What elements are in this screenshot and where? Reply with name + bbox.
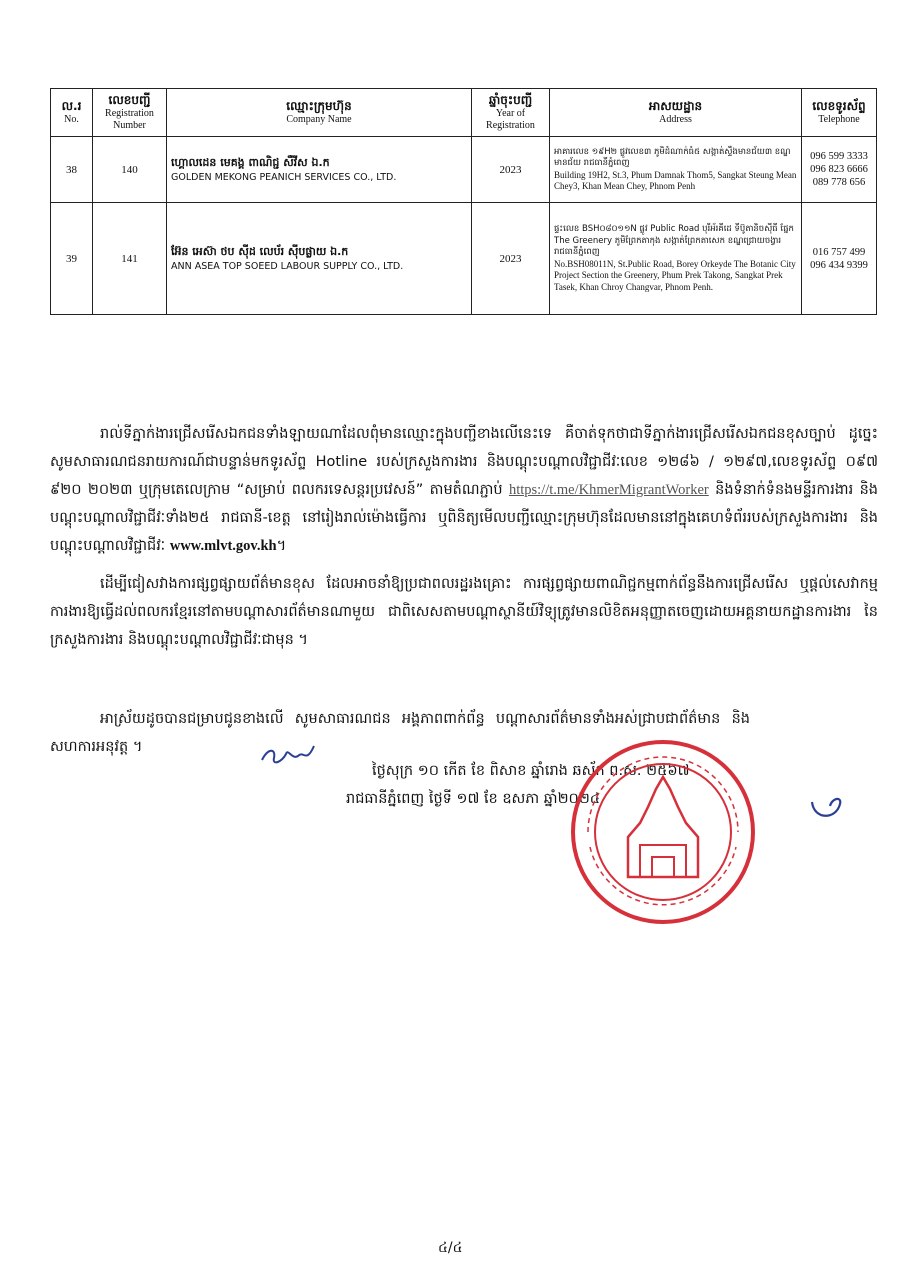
- solar-date: រាជធានីភ្នំពេញ ថ្ងៃទី ១៧ ខែ ឧសភា ឆ្នាំ២០២៤: [346, 791, 601, 807]
- table-header-row: [51, 89, 877, 137]
- notice-paragraph-1: រាល់ទីភ្នាក់ងារជ្រើសរើសឯកជនទាំងឡាយណាដែលពុំមានឈ្មោះក្នុងបញ្ជីខាងលើនេះទេ គឺចាត់ទុកថាជាទីភ្នាក់ងារជ្រើសរើសឯកជនខុសច្បាប់ ដូច្នេះសូមសាធារណជនរាយការណ៍ជាបន្ទាន់មកទូរស័ព្ទ Hotline របស់ក្រសួងការងារ និងបណ្តុះបណ្តាលវិជ្ជាជីវៈលេខ ១២៨៦ / ១២៩៧,លេខទូរស័ព្ទ ០៩៧ ៩២០ ២០២៣ ឬក្រុមតេលេក្រាម “សម្រាប់ ពលករទេសន្តរប្រវេសន៍” តាមតំណភ្ជាប់ https://t.me/KhmerMigrantWorker និងទំនាក់ទំនងមន្ទីរការងារ និងបណ្តុះបណ្តាលវិជ្ជាជីវៈទាំង២៥ រាជធានី-ខេត្ត នៅរៀងរាល់ម៉ោងធ្វើការ ឬពិនិត្យមើលបញ្ជីឈ្មោះក្រុមហ៊ុនដែលមាននៅក្នុងគេហទំព័ររបស់ក្រសួងការងារ និងបណ្តុះបណ្តាលវិជ្ជាជីវៈ www.mlvt.gov.kh។: [50, 426, 878, 554]
- row-address: អាគារលេខ ១៩H២ ផ្លូវលេខ៣ ភូមិដំណាក់ធំ៥ សង្កាត់ស្ទឹងមានជ័យ៣ ខណ្ឌមានជ័យ រាជធានីភ្នំពេញ Building 19H2, St.3, Phum Damnak Thom5, Sangkat Steung Mean Chey3, Khan Mean Chey, Phnom Penh: [550, 137, 802, 203]
- row-year: 2023: [472, 203, 550, 315]
- row-reg: 140: [93, 137, 167, 203]
- header-telephone: លេខទូរស័ព្ទ Telephone: [802, 89, 877, 137]
- header-company-name: ឈ្មោះក្រុមហ៊ុន Company Name: [167, 89, 472, 137]
- header-registration-number: លេខបញ្ជី Registration Number: [93, 89, 167, 137]
- row-phones: 096 599 3333 096 823 6666 089 778 656: [802, 137, 877, 203]
- registration-table: [50, 88, 877, 315]
- notice-paragraph-2: ដើម្បីជៀសវាងការផ្សព្វផ្សាយព័ត៌មានខុស ដែលអាចនាំឱ្យប្រជាពលរដ្ឋរងគ្រោះ ការផ្សព្វផ្សាយពាណិជ្ជកម្មពាក់ព័ន្ធនឹងការជ្រើសរើស ឬផ្តល់សេវាកម្មការងារឱ្យធ្វើដល់ពលករខ្មែរនៅតាមបណ្តាសារព័ត៌មានណាមួយ ជាពិសេសតាមបណ្តាស្ថានីយ៍វិទ្យុត្រូវមានលិខិតអនុញ្ញាតចេញដោយអគ្គនាយកដ្ឋានការងារ នៃក្រសួងការងារ និងបណ្តុះបណ្តាលវិជ្ជាជីវៈជាមុន ។: [50, 576, 878, 648]
- date-signature: [806, 790, 850, 824]
- row-phones: 016 757 499 096 434 9399: [802, 203, 877, 315]
- page-number: ៤/៤: [438, 1240, 463, 1256]
- row-company: ហ្គោលដេន មេគង្គ ពាណិជ្ជ សឺវីស ឯ.ក GOLDEN MEKONG PEANICH SERVICES CO., LTD.: [167, 137, 472, 203]
- table-row: [51, 137, 877, 203]
- row-reg: 141: [93, 203, 167, 315]
- row-no: 38: [51, 137, 93, 203]
- header-year: ឆ្នាំចុះបញ្ជី Year of Registration: [472, 89, 550, 137]
- header-no: ល.រ No.: [51, 89, 93, 137]
- telegram-link[interactable]: https://t.me/KhmerMigrantWorker: [508, 482, 709, 498]
- notice-paragraph-3: អាស្រ័យដូចបានជម្រាបជូនខាងលើ សូមសាធារណជន អង្គភាពពាក់ព័ន្ធ បណ្តាសារព័ត៌មានទាំងអស់ជ្រាបជាព័ត៌មាន និងសហការអនុវត្ត ។: [50, 711, 750, 755]
- header-address: អាសយដ្ឋាន Address: [550, 89, 802, 137]
- row-no: 39: [51, 203, 93, 315]
- website-link[interactable]: www.mlvt.gov.kh: [169, 538, 277, 554]
- lunar-date: ថ្ងៃសុក្រ ១០ កើត ខែ ពិសាខ ឆ្នាំរោង ឆស័ក ព.ស. ២៥៦៧: [372, 763, 690, 779]
- row-company: អ៊ែន អេស៊ា ថប ស៊ីដ លេប័រ ស៊ីបផ្លាយ ឯ.ក ANN ASEA TOP SOEED LABOUR SUPPLY CO., LTD.: [167, 203, 472, 315]
- ministry-seal: [568, 737, 758, 927]
- row-address: ផ្ទះលេខ BSH០៨០១១N ផ្លូវ Public Road បុរីអ័រគីដេ ទីប៊ូតានិចស៊ីធី ផ្នែក The Greenery ភូមិព្រែកតាកុង សង្កាត់ព្រែកតាសេក ខណ្ឌជ្រោយចង្វារ រាជធានីភ្នំពេញ No.BSH08011N, St.Public Road, Borey Orkeyde The Botanic City Project Section the Greenery, Phum Prek Takong, Sangkat Prek Tasek, Khan Chroy Changvar, Phnom Penh.: [550, 203, 802, 315]
- row-year: 2023: [472, 137, 550, 203]
- initials-signature: [258, 740, 320, 770]
- table-row: [51, 203, 877, 315]
